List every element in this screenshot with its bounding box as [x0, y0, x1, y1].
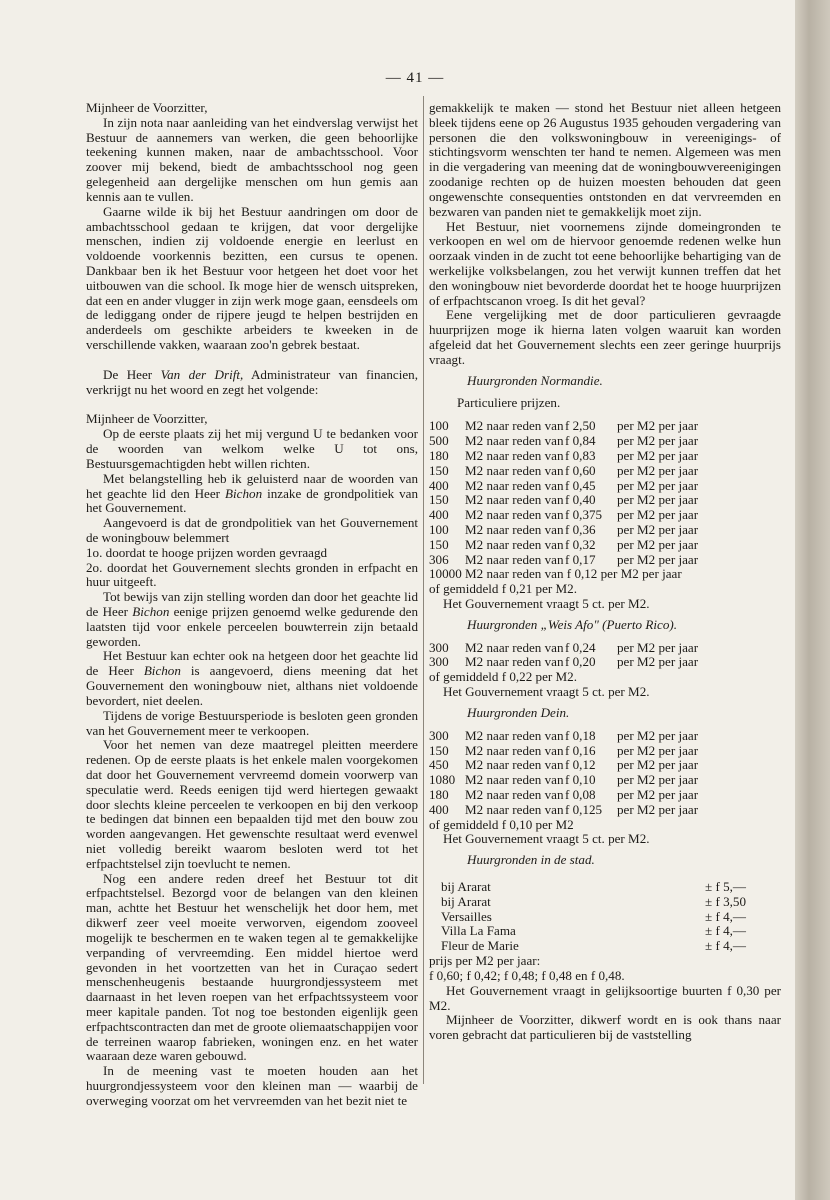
table-cell: M2 naar reden van [465, 786, 564, 802]
table-cell: per M2 per jaar [617, 727, 699, 743]
section-heading: Huurgronden Dein. [467, 704, 570, 720]
table-cell: f 0,375 [565, 507, 603, 523]
table-cell: M2 naar reden van [465, 433, 564, 449]
paragraph: Met belangstelling heb ik geluisterd naar de woorden van het geachte lid den Heer Bichon inzake de grondpolitiek van het Gouvernement. [86, 470, 419, 516]
table-cell: per M2 per jaar [617, 786, 699, 802]
paragraph: Gaarne wilde ik bij het Bestuur aandringen om door de ambachtsschool gedaan te krijgen, dat voor dergelijke menschen, indien zij voldoende energie en leerlust en voldoende voorkennis bezitten, een cursus te openen. Dankbaar ben ik het Bestuur voor hetgeen het doet voor het uitbouwen van die school. Ik moge hier de wensch uitspreken, dat een en ander vlugger in zijn werk moge gaan, eensdeels om de lediggang onder de rijpere jeugd te helpen bestrijden en anderdeels om geschikte arbeiders te kweeken in de verschillende vakken, waaraan zoo'n gebrek bestaat. [86, 203, 418, 352]
table-cell: f 0,45 [565, 477, 596, 493]
list-item: 2o. doordat het Gouvernement slechts gronden in erfpacht en huur uitgeeft. [86, 559, 418, 590]
table-cell: per M2 per jaar [617, 521, 699, 537]
table-cell: f 0,16 [565, 742, 596, 758]
paragraph: Het Bestuur kan echter ook na hetgeen door het geachte lid de Heer Bichon is aangevoerd, diens meening dat het Gouvernement den woningbouw niet, althans niet voldoende bevordert, niet deelen. [86, 648, 418, 708]
right-column [429, 101, 781, 1043]
average-line: of gemiddeld f 0,22 per M2. [429, 669, 578, 685]
location-name: bij Ararat [441, 893, 491, 909]
table-row [429, 758, 698, 773]
table-cell: M2 naar reden van [465, 477, 564, 493]
table-row [429, 479, 698, 494]
location-price: ± f 4,— [705, 938, 747, 954]
table-cell: per M2 per jaar [617, 447, 699, 463]
paragraph: Eene vergelijking met de door particulieren gevraagde huurprijzen moge ik hierna laten volgen waaruit kan worden afgeleid dat het Gouvernement slechts een zeer geringe huurprijs vraagt. [429, 307, 781, 367]
table-row [429, 788, 698, 803]
table-cell: M2 naar reden van [465, 801, 564, 817]
table-cell: M2 naar reden van [465, 418, 564, 434]
table-cell: per M2 per jaar [617, 492, 699, 508]
table-row [429, 744, 698, 759]
table-cell: per M2 per jaar [617, 801, 699, 817]
table-cell: per M2 per jaar [617, 462, 699, 478]
price-table-normandie [429, 419, 698, 567]
speaker-intro: De Heer Van der Drift, Administrateur van financien, verkrijgt nu het woord en zegt het volgende: [86, 366, 418, 397]
table-row [429, 464, 698, 479]
table-cell: 400 [429, 507, 449, 523]
average-line: of gemiddeld f 0,10 per M2 [429, 816, 574, 832]
table-cell: 400 [429, 477, 449, 493]
location-name: bij Ararat [441, 879, 491, 894]
salutation-1: Mijnheer de Voorzitter, [86, 100, 208, 115]
table-cell: M2 naar reden van [465, 551, 564, 567]
table-cell: M2 naar reden van [465, 639, 564, 655]
location-name: Villa La Fama [441, 923, 516, 939]
table-cell: per M2 per jaar [617, 639, 699, 655]
location-name: Fleur de Marie [441, 938, 519, 954]
location-price: ± f 5,— [705, 879, 747, 894]
table-cell: f 0,18 [565, 727, 596, 743]
table-cell: M2 naar reden van [465, 462, 564, 478]
table-cell: M2 naar reden van [465, 727, 564, 743]
paragraph: Voor het nemen van deze maatregel pleitten meerdere redenen. Op de eerste plaats is het enkele malen voorgekomen dat door het Gouvernement vervreemd domein voorwerp van speculatie werd. Reeds eenigen tijd werd hiertegen gewaakt door slechts kleine perceelen te verkoopen en bij den verkoop te bedingen dat binnen een bepaalden tijd met den bouw zou worden aangevangen. Het gewenschte resultaat werd evenwel niet volledig bereikt waarom besloten werd tot het erfpachtstelsel zijn toevlucht te nemen. [86, 737, 418, 871]
table-cell: per M2 per jaar [617, 433, 699, 449]
table-cell: 300 [429, 727, 449, 743]
list-item: 1o. doordat te hooge prijzen worden gevraagd [86, 544, 328, 560]
table-cell: M2 naar reden van [465, 536, 564, 552]
price-table-dein [429, 729, 698, 818]
table-row [429, 523, 698, 538]
table-cell: f 0,10 [565, 772, 596, 788]
table-cell: M2 naar reden van [465, 757, 564, 773]
table-cell: per M2 per jaar [617, 757, 699, 773]
government-price: Het Gouvernement vraagt 5 ct. per M2. [443, 596, 650, 611]
page-binding-edge [795, 0, 830, 1200]
table-cell: M2 naar reden van [465, 447, 564, 463]
paragraph: In zijn nota naar aanleiding van het eindverslag verwijst het Bestuur de aannemers van werken, die geen behoorlijke teekening kunnen maken, naar de ambachtsschool. Voor zoover mij bekend, biedt de ambachtsschool nog geen gelegenheid aan dergelijke menschen om hun gemis aan kennis aan te vullen. [86, 114, 418, 204]
table-row [429, 924, 746, 939]
table-cell: 300 [429, 654, 449, 670]
table-cell: 180 [429, 786, 449, 802]
table-row [429, 655, 698, 670]
table-row [429, 880, 746, 895]
location-price: ± f 4,— [705, 908, 747, 924]
location-name: Versailles [441, 908, 492, 924]
table-cell: 180 [429, 447, 449, 463]
table-cell: f 2,50 [565, 418, 596, 434]
table-cell: 150 [429, 462, 449, 478]
paragraph: Het Gouvernement vraagt in gelijksoortige buurten f 0,30 per M2. [429, 982, 781, 1013]
paragraph: Nog een andere reden dreef het Bestuur tot dit erfpachtstelsel. Bezorgd voor de belangen van den kleinen man, achtte het Bestuur het wenschelijk het door hem, met dikwerf zeer veel moeite verworven, eigendom zooveel mogelijk te beschermen en te waken tegen al te gemakkelijke verpanding of vervreemding. Een middel hiertoe werd gevonden in het voortzetten van het in Curaçao sedert menschenheugenis bestaande huurgrondjessysteem met daarnaast in het leven roepen van het erfpachtssysteem voor meer kapitale panden. Tot nog toe bestonden eigenlijk geen erfpachtscontracten dan met de groote oliemaatschappijen voor de terreinen waarop fabrieken, woningen enz. en het water waaraan deze waren gebouwd. [86, 870, 418, 1064]
price-line: prijs per M2 per jaar: [429, 953, 541, 969]
table-cell: 100 [429, 521, 449, 537]
table-cell: 1080 [429, 772, 456, 788]
paragraph: Het Bestuur, niet voornemens zijnde domeingronden te verkoopen en wel om de hiervoor genoemde redenen welke hun oorzaak vinden in de zucht tot eene behoorlijke behartiging van de werkelijke volksbelangen, zou het verwijt kunnen treffen dat het den woningbouw niet bevorderde doordat het te hooge huurprijzen of erfpachtscanon vroeg. Is dit het geval? [429, 218, 781, 308]
table-cell: 100 [429, 418, 449, 434]
speaker-name: Van der Drift, [160, 366, 244, 382]
table-cell: per M2 per jaar [617, 551, 699, 567]
table-cell: f 0,84 [565, 433, 596, 449]
table-cell: 300 [429, 639, 449, 655]
table-cell: f 0,60 [565, 462, 596, 478]
price-list: f 0,60; f 0,42; f 0,48; f 0,48 en f 0,48. [429, 967, 625, 983]
table-row [429, 939, 746, 954]
left-column [86, 101, 418, 1109]
section-heading: Huurgronden Normandie. [467, 372, 603, 388]
table-row [429, 895, 746, 910]
table-cell: f 0,08 [565, 786, 596, 802]
table-cell: M2 naar reden van [465, 492, 564, 508]
page-number: — 41 — [385, 70, 445, 86]
price-table-stad [429, 880, 746, 954]
government-price: Het Gouvernement vraagt 5 ct. per M2. [443, 831, 650, 847]
table-cell: 500 [429, 433, 449, 449]
salutation-2: Mijnheer de Voorzitter, [86, 411, 208, 427]
table-row [429, 508, 698, 523]
table-row [429, 449, 698, 464]
table-cell: 400 [429, 801, 449, 817]
table-row [429, 493, 698, 508]
average-line: of gemiddeld f 0,21 per M2. [429, 581, 578, 597]
paragraph: Mijnheer de Voorzitter, dikwerf wordt en is ook thans naar voren gebracht dat particulieren bij de vaststelling [429, 1012, 781, 1043]
table-cell: f 0,32 [565, 536, 596, 552]
table-cell: M2 naar reden van [465, 507, 564, 523]
table-cell: 150 [429, 742, 449, 758]
table-cell: f 0,83 [565, 447, 596, 463]
table-row [429, 773, 698, 788]
table-cell: per M2 per jaar [617, 477, 699, 493]
section-subheading: Particuliere prijzen. [457, 395, 561, 411]
table-cell: f 0,12 [565, 757, 596, 773]
table-cell: f 0,20 [565, 654, 596, 670]
table-row [429, 553, 698, 568]
table-cell: per M2 per jaar [617, 418, 699, 434]
table-cell: f 0,125 [565, 801, 603, 817]
table-row [429, 538, 698, 553]
table-row-wide: 10000 M2 naar reden van f 0,12 per M2 per jaar [429, 566, 682, 582]
table-row [429, 419, 698, 434]
paragraph: In de meening vast te moeten houden aan het huurgrondjessysteem voor den kleinen man — waarbij de overweging voorzat om het vervreemden van het bezit niet te [86, 1063, 418, 1108]
table-cell: M2 naar reden van [465, 772, 564, 788]
section-heading: Huurgronden in de stad. [467, 852, 595, 868]
section-heading: Huurgronden „Weis Afo" (Puerto Rico). [467, 616, 678, 632]
table-row [429, 641, 698, 656]
table-cell: M2 naar reden van [465, 654, 564, 670]
paragraph: Op de eerste plaats zij het mij vergund U te bedanken voor de woorden van welkom welke U tot ons, Bestuursgemachtigden hebt willen richten. [86, 426, 418, 471]
table-cell: 150 [429, 536, 449, 552]
table-cell: per M2 per jaar [617, 507, 699, 523]
table-row [429, 434, 698, 449]
table-cell: per M2 per jaar [617, 654, 699, 670]
table-cell: 150 [429, 492, 449, 508]
paragraph: Tijdens de vorige Bestuursperiode is besloten geen gronden van het Gouvernement meer te verkoopen. [86, 707, 418, 738]
column-divider [423, 96, 424, 1084]
table-cell: f 0,17 [565, 551, 596, 567]
paragraph: gemakkelijk te maken — stond het Bestuur niet alleen hetgeen bleek tijdens eene op 26 Augustus 1935 gehouden vergadering van personen die den volkswoningbouw in vereenigings- of stichtingsvorm wenschten ter hand te nemen. Algemeen was men in die vergadering van meening dat de woningbouwvereenigingen zoodanige rechten op de huizen moesten behouden dat geen ongewenschte consequenties ontstonden en dat vervreemden en bezwaren van panden niet te gemakkelijk moet zijn. [429, 100, 781, 219]
table-row [429, 910, 746, 925]
table-cell: 450 [429, 757, 449, 773]
government-price: Het Gouvernement vraagt 5 ct. per M2. [443, 684, 650, 700]
table-cell: f 0,24 [565, 639, 596, 655]
table-row [429, 729, 698, 744]
table-row [429, 803, 698, 818]
table-cell: 306 [429, 551, 449, 567]
table-cell: f 0,40 [565, 492, 596, 508]
table-cell: per M2 per jaar [617, 742, 699, 758]
table-cell: M2 naar reden van [465, 742, 564, 758]
location-price: ± f 4,— [705, 923, 747, 939]
table-cell: M2 naar reden van [465, 521, 564, 537]
paragraph: Tot bewijs van zijn stelling worden dan door het geachte lid de Heer Bichon eenige prijzen genoemd welke gedurende den laatsten tijd voor enkele perceelen bouwterrein zijn betaald geworden. [86, 589, 418, 649]
location-price: ± f 3,50 [705, 893, 747, 909]
table-cell: per M2 per jaar [617, 536, 699, 552]
paragraph: Aangevoerd is dat de grondpolitiek van het Gouvernement de woningbouw belemmert [86, 515, 418, 545]
table-cell: f 0,36 [565, 521, 596, 537]
price-table-weis-afo [429, 641, 698, 671]
table-cell: per M2 per jaar [617, 772, 699, 788]
